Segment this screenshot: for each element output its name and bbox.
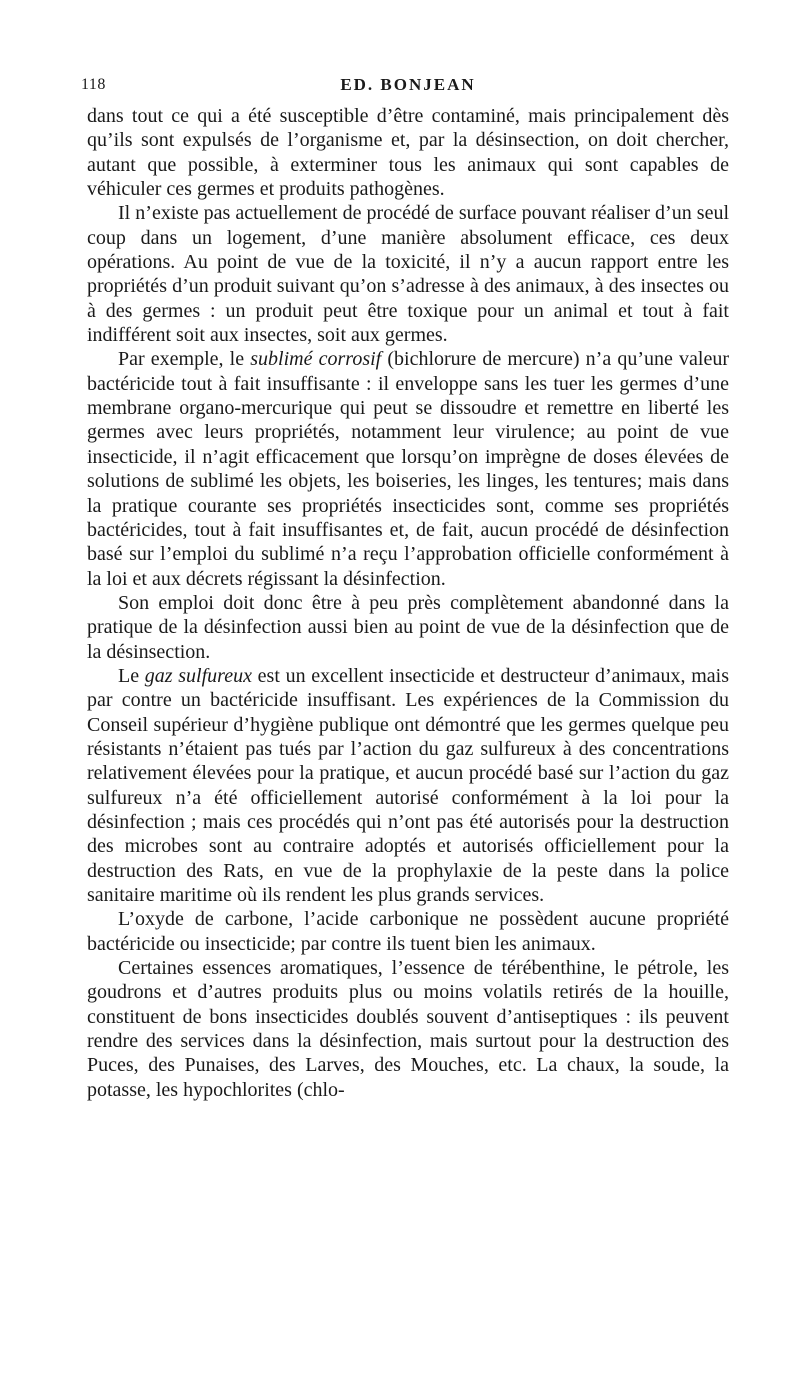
page-number: 118 — [81, 76, 106, 93]
italic-term: sublimé corrosif — [250, 348, 382, 371]
paragraph-gaz-sulfureux — [87, 664, 729, 907]
paragraph-oxyde-carbone: L’oxyde de carbone, l’acide carbonique ne possèdent aucune propriété bactéricide ou insecticide; par contre ils tuent bien les animaux. — [87, 908, 729, 955]
paragraph-lead: Le — [118, 664, 145, 687]
body-text — [87, 104, 729, 1102]
running-title: ED. BONJEAN — [340, 75, 476, 94]
paragraph-essences-aromatiques: Certaines essences aromatiques, l’essence de térébenthine, le pétrole, les goudrons et d’autres produits plus ou moins volatils retirés de la houille, constituent de bons insecticides doublés souvent d’antiseptiques : ils peuvent rendre des services dans la désinfection, mais surtout pour la destruction des Puces, des Punaises, des Larves, des Mouches, etc. La chaux, la soude, la potasse, les hypochlorites (chlo- — [87, 957, 729, 1101]
page-header — [81, 72, 729, 104]
paragraph-abandonment: Son emploi doit donc être à peu près complètement abandonné dans la pratique de la désinfection aussi bien au point de vue de la désinfection que de la désinsection. — [87, 591, 729, 663]
paragraph-sublime-corrosif — [87, 347, 729, 590]
paragraph-continued: dans tout ce qui a été susceptible d’être contaminé, mais principalement dès qu’ils sont expulsés de l’organisme et, par la désinsection, on doit chercher, autant que possible, à exterminer tous les animaux qui sont capables de véhiculer ces germes et produits pathogènes. — [87, 105, 729, 201]
paragraph-lead: Par exemple, le — [118, 348, 251, 371]
paragraph-rest: (bichlorure de mercure) n’a qu’une valeur bactéricide tout à fait insuffisante : il enveloppe sans les tuer les germes d’une membrane organo-mercurique qui peut se dissoudre et remettre en liberté les germes avec leurs propriétés, notamment leur virulence; au point de vue insecticide, il n’agit efficacement que lorsqu’on imprègne de doses élevées de solutions de sublimé les objets, les boiseries, les linges, les tentures; mais dans la pratique courante ses propriétés insecticides sont, comme ses propriétés bactéricides, tout à fait insuffisantes et, de fait, aucun procédé de désinfection basé sur l’emploi du sublimé n’a reçu l’approbation officielle conformément à la loi et aux décrets régissant la désinfection. — [87, 348, 730, 590]
italic-term: gaz sulfureux — [144, 664, 252, 687]
paragraph-rest: est un excellent insecticide et destructeur d’animaux, mais par contre un bactéricide insuffisant. Les expériences de la Commission du Conseil supérieur d’hygiène publique ont démontré que les germes quelque peu résistants n’étaient pas tués par l’action du gaz sulfureux à des concentrations relativement élevées pour la pratique, et aucun procédé basé sur l’action du gaz sulfureux n’a été officiellement autorisé conformément à la loi pour la désinfection ; mais ces procédés qui n’ont pas été autorisés pour la destruction des microbes sont au contraire adoptés et autorisés officiellement pour la destruction des Rats, en vue de la prophylaxie de la peste dans la police sanitaire maritime où ils rendent les plus grands services. — [87, 664, 730, 906]
paragraph-surface-procedure: Il n’existe pas actuellement de procédé de surface pouvant réaliser d’un seul coup dans un logement, d’une manière absolument efficace, ces deux opérations. Au point de vue de la toxicité, il n’y a aucun rapport entre les propriétés d’un produit suivant qu’on s’adresse à des animaux, à des insectes ou à des germes : un produit peut être toxique pour un animal et tout à fait indifférent soit aux insectes, soit aux germes. — [87, 202, 729, 347]
book-page — [81, 72, 730, 1102]
